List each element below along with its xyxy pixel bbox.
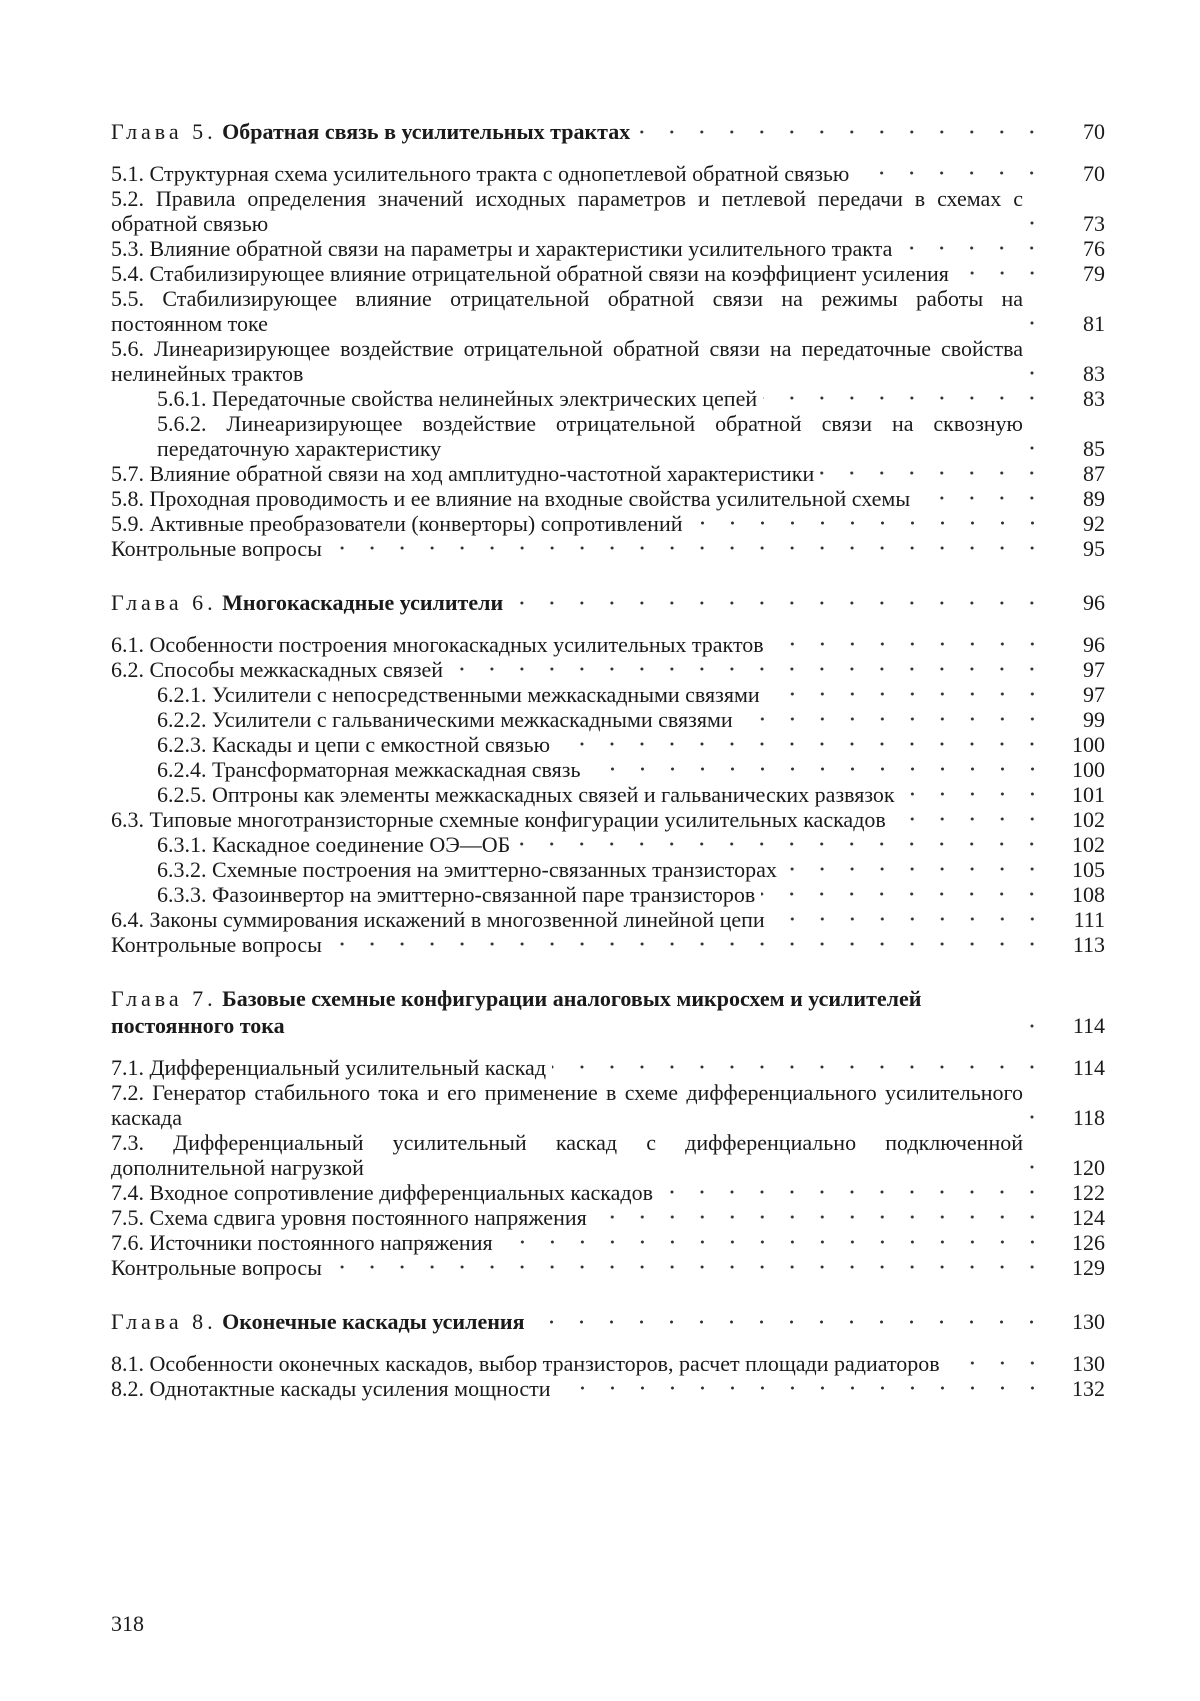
- page-ref: 100: [1072, 757, 1105, 782]
- toc-entry: [111, 632, 1105, 657]
- chapter-title: Базовые схемные конфигурации аналоговых микросхем и усилителей постоянного тока: [111, 986, 922, 1038]
- entry-text: 6.2.3. Каскады и цепи с емкостной связью: [157, 732, 551, 757]
- chapter-title: Оконечные каскады усиления: [222, 1309, 525, 1334]
- toc-entry: [111, 536, 1105, 561]
- dot-leader: [516, 837, 1047, 851]
- toc-subentry: [111, 857, 1105, 882]
- chapter-heading-text: [111, 589, 503, 616]
- toc-entry: [111, 907, 1105, 932]
- dot-leader: [771, 912, 1047, 926]
- dot-leader: [509, 596, 1047, 610]
- entry-text: 5.1. Структурная схема усилительного тракта с однопетлевой обратной связью: [111, 161, 850, 186]
- toc-subentry: [111, 411, 1105, 461]
- table-of-contents: [111, 118, 1105, 1401]
- chapter-prefix: Глава 5.: [111, 119, 217, 144]
- chapter-title: Обратная связь в усилительных трактах: [222, 119, 631, 144]
- page-ref: 70: [1083, 119, 1105, 144]
- toc-entry: [111, 461, 1105, 486]
- page-ref: 126: [1072, 1230, 1105, 1255]
- entry-text: 8.2. Однотактные каскады усиления мощности: [111, 1376, 551, 1401]
- page-ref: 105: [1072, 857, 1105, 882]
- entry-text: 5.3. Влияние обратной связи на параметры и характеристики усилительного тракта: [111, 236, 893, 261]
- toc-entry: [111, 1180, 1105, 1205]
- entry-text: 7.3. Дифференциальный усилительный каскад с дифференциально подключенной дополнительной нагрузкой: [111, 1130, 1023, 1180]
- dot-leader: [955, 266, 1047, 280]
- dot-leader: [328, 937, 1047, 951]
- entry-text: Контрольные вопросы: [111, 932, 322, 957]
- entry-text: 5.6.1. Передаточные свойства нелинейных электрических цепей: [157, 386, 758, 411]
- page-ref: 108: [1072, 882, 1105, 907]
- entry-text: 7.6. Источники постоянного напряжения: [111, 1230, 493, 1255]
- dot-leader: [739, 712, 1047, 726]
- entry-text: 5.4. Стабилизирующее влияние отрицательной обратной связи на коэффициент усиления: [111, 261, 949, 286]
- dot-leader: [1029, 441, 1047, 455]
- entry-text: 5.6. Линеаризирующее воздействие отрицательной обратной связи на передаточные свойства нелинейных трактов: [111, 336, 1023, 386]
- entry-text: 6.3.2. Схемные построения на эмиттерно-связанных транзисторах: [157, 857, 777, 882]
- page-ref: 92: [1083, 511, 1105, 536]
- toc-subentry: [111, 832, 1105, 857]
- page-ref: 114: [1072, 1055, 1105, 1080]
- entry-text: 8.1. Особенности оконечных каскадов, выбор транзисторов, расчет площади радиаторов: [111, 1351, 940, 1376]
- page-ref: 87: [1083, 461, 1105, 486]
- dot-leader: [901, 787, 1047, 801]
- chapter-prefix: Глава 8.: [111, 1309, 217, 1334]
- entry-text: 6.3. Типовые многотранзисторные схемные конфигурации усилительных каскадов: [111, 807, 886, 832]
- chapter-prefix: Глава 6.: [111, 590, 217, 615]
- dot-leader: [659, 1185, 1047, 1199]
- page-ref: 118: [1072, 1105, 1105, 1130]
- entry-text: 7.4. Входное сопротивление дифференциальных каскадов: [111, 1180, 654, 1205]
- page-ref: 83: [1083, 361, 1105, 386]
- entry-text: 7.5. Схема сдвига уровня постоянного напряжения: [111, 1205, 587, 1230]
- toc-entry: [111, 486, 1105, 511]
- dot-leader: [636, 125, 1047, 139]
- toc-entry: [111, 1376, 1105, 1401]
- page-number: 318: [111, 1611, 144, 1636]
- toc-entry: [111, 1351, 1105, 1376]
- dot-leader: [1029, 1160, 1047, 1174]
- page-ref: 101: [1072, 782, 1105, 807]
- toc-entry: [111, 511, 1105, 536]
- dot-leader: [763, 391, 1047, 405]
- page-ref: 100: [1072, 732, 1105, 757]
- toc-subentry: [111, 882, 1105, 907]
- toc-entry: [111, 807, 1105, 832]
- page-ref: 73: [1083, 211, 1105, 236]
- page-ref: 96: [1083, 632, 1105, 657]
- entry-text: Контрольные вопросы: [111, 536, 322, 561]
- toc-entry: [111, 932, 1105, 957]
- toc-entry: [111, 236, 1105, 261]
- toc-entry: [111, 1055, 1105, 1080]
- toc-subentry: [111, 732, 1105, 757]
- chapter-heading: [111, 589, 1105, 616]
- entry-text: 6.2.4. Трансформаторная межкаскадная связь: [157, 757, 581, 782]
- dot-leader: [783, 862, 1047, 876]
- toc-subentry: [111, 707, 1105, 732]
- page-ref: 85: [1083, 436, 1105, 461]
- dot-leader: [530, 1315, 1047, 1329]
- chapter-heading: [111, 985, 1105, 1039]
- toc-entry: [111, 261, 1105, 286]
- toc-subentry: [111, 682, 1105, 707]
- dot-leader: [761, 887, 1047, 901]
- entry-text: 6.2.5. Оптроны как элементы межкаскадных связей и гальванических развязок: [157, 782, 895, 807]
- entry-text: Контрольные вопросы: [111, 1255, 322, 1280]
- dot-leader: [820, 466, 1047, 480]
- dot-leader: [552, 1060, 1047, 1074]
- dot-leader: [449, 662, 1047, 676]
- chapter-prefix: Глава 7.: [111, 986, 217, 1011]
- dot-leader: [587, 762, 1048, 776]
- toc-entry: [111, 336, 1105, 386]
- chapter-heading-text: [111, 118, 630, 145]
- toc-subentry: [111, 386, 1105, 411]
- page-ref: 122: [1072, 1180, 1105, 1205]
- entry-text: 6.2.2. Усилители с гальваническими межкаскадными связями: [157, 707, 733, 732]
- page-ref: 113: [1072, 932, 1105, 957]
- toc-entry: [111, 1255, 1105, 1280]
- entry-text: 6.1. Особенности построения многокаскадных усилительных трактов: [111, 632, 764, 657]
- entry-text: 6.2.1. Усилители с непосредственными межкаскадными связями: [157, 682, 760, 707]
- dot-leader: [1029, 216, 1047, 230]
- toc-entry: [111, 1230, 1105, 1255]
- dot-leader: [1029, 366, 1047, 380]
- page-ref: 89: [1083, 486, 1105, 511]
- dot-leader: [766, 687, 1047, 701]
- entry-text: 7.1. Дифференциальный усилительный каскад: [111, 1055, 547, 1080]
- page-ref: 95: [1083, 536, 1105, 561]
- page-ref: 132: [1072, 1376, 1105, 1401]
- dot-leader: [892, 812, 1047, 826]
- page-ref: 114: [1072, 1013, 1105, 1038]
- toc-entry: [111, 1130, 1105, 1180]
- entry-text: 5.8. Проходная проводимость и ее влияние на входные свойства усилительной схемы: [111, 486, 911, 511]
- page-ref: 130: [1072, 1309, 1105, 1334]
- page-ref: 111: [1073, 907, 1105, 932]
- page-ref: 81: [1083, 311, 1105, 336]
- page-ref: 70: [1083, 161, 1105, 186]
- chapter-title: Многокаскадные усилители: [222, 590, 504, 615]
- toc-entry: [111, 186, 1105, 236]
- page-ref: 83: [1083, 386, 1105, 411]
- page-ref: 102: [1072, 832, 1105, 857]
- entry-text: 6.3.1. Каскадное соединение ОЭ—ОБ: [157, 832, 511, 857]
- dot-leader: [499, 1235, 1047, 1249]
- chapter-heading: [111, 1308, 1105, 1335]
- page-ref: 102: [1072, 807, 1105, 832]
- dot-leader: [916, 491, 1047, 505]
- dot-leader: [1029, 316, 1047, 330]
- page-ref: 130: [1072, 1351, 1105, 1376]
- page-ref: 96: [1083, 590, 1105, 615]
- toc-subentry: [111, 782, 1105, 807]
- entry-text: 5.9. Активные преобразователи (конверторы) сопротивлений: [111, 511, 683, 536]
- chapter-heading: [111, 118, 1105, 145]
- dot-leader: [1029, 1110, 1047, 1124]
- chapter-heading-text: [111, 1308, 524, 1335]
- entry-text: 5.5. Стабилизирующее влияние отрицательной обратной связи на режимы работы на постоянном токе: [111, 286, 1023, 336]
- chapter-heading-text: [111, 985, 1023, 1039]
- page-ref: 97: [1083, 657, 1105, 682]
- entry-text: 5.6.2. Линеаризирующее воздействие отрицательной обратной связи на сквозную передаточную характеристику: [157, 411, 1023, 461]
- page-ref: 76: [1083, 236, 1105, 261]
- toc-entry: [111, 161, 1105, 186]
- toc-entry: [111, 286, 1105, 336]
- toc-entry: [111, 1205, 1105, 1230]
- page-ref: 124: [1072, 1205, 1105, 1230]
- dot-leader: [557, 1381, 1047, 1395]
- dot-leader: [770, 637, 1047, 651]
- dot-leader: [855, 166, 1047, 180]
- entry-text: 6.3.3. Фазоинвертор на эмиттерно-связанной паре транзисторов: [157, 882, 756, 907]
- toc-entry: [111, 657, 1105, 682]
- page-ref: 79: [1083, 261, 1105, 286]
- page-ref: 97: [1083, 682, 1105, 707]
- page-ref: 99: [1083, 707, 1105, 732]
- toc-entry: [111, 1080, 1105, 1130]
- dot-leader: [946, 1356, 1047, 1370]
- entry-text: 5.7. Влияние обратной связи на ход амплитудно-частотной характеристики: [111, 461, 815, 486]
- dot-leader: [593, 1210, 1047, 1224]
- dot-leader: [898, 241, 1047, 255]
- entry-text: 6.4. Законы суммирования искажений в многозвенной линейной цепи: [111, 907, 765, 932]
- dot-leader: [328, 1260, 1047, 1274]
- dot-leader: [328, 541, 1047, 555]
- entry-text: 7.2. Генератор стабильного тока и его применение в схеме дифференциального усилительного каскада: [111, 1080, 1023, 1130]
- entry-text: 5.2. Правила определения значений исходных параметров и петлевой передачи в схемах с обратной связью: [111, 186, 1023, 236]
- entry-text: 6.2. Способы межкаскадных связей: [111, 657, 444, 682]
- toc-subentry: [111, 757, 1105, 782]
- dot-leader: [1029, 1019, 1047, 1033]
- page-ref: 129: [1072, 1255, 1105, 1280]
- dot-leader: [556, 737, 1047, 751]
- dot-leader: [689, 516, 1048, 530]
- page-ref: 120: [1072, 1155, 1105, 1180]
